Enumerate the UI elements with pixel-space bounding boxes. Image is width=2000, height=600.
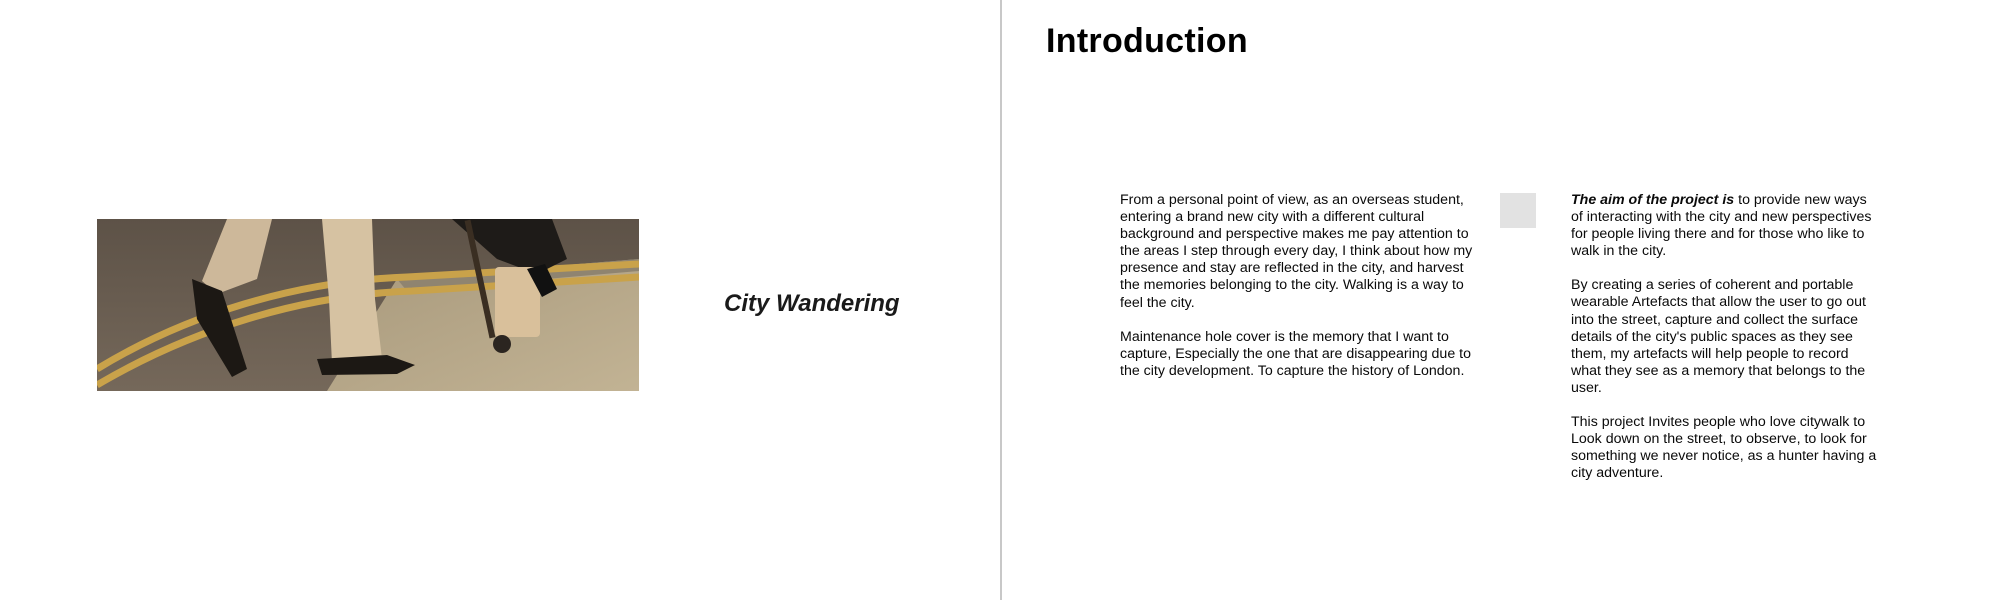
intro-paragraph: By creating a series of coherent and portable wearable Artefacts that allow the user to go out into the street, capture and collect the surface details of the city's public spaces as they see them, my artefacts will help people to record what they see as a memory that belongs to the user. [1571, 277, 1866, 396]
decorative-marker [1500, 193, 1536, 228]
aim-text: to provide new ways of interacting with the city and new perspectives for people living there and for those who like to walk in the city. [1571, 192, 1872, 260]
page-divider [1000, 0, 1002, 600]
intro-paragraph: This project Invites people who love citywalk to Look down on the street, to observe, to look for something we never notice, as a hunter having a city adventure. [1571, 414, 1877, 482]
street-photo-illustration [97, 219, 639, 391]
intro-paragraph: Maintenance hole cover is the memory that I want to capture, Especially the one that are disappearing due to the city development. To capture the history of London. [1120, 328, 1471, 379]
trolley-wheel [493, 335, 511, 353]
intro-column-right [1571, 192, 1881, 499]
intro-paragraph: From a personal point of view, as an overseas student, entering a brand new city with a different cultural background and perspective makes me pay attention to the areas I step through every day, I think about how my presence and stay are reflected in the city, and harvest the memories belonging to the city. Walking is a way to feel the city. [1120, 192, 1473, 311]
page-title: Introduction [1046, 22, 1248, 60]
aim-lead: The aim of the project is [1571, 192, 1735, 208]
intro-column-left [1120, 192, 1480, 397]
cover-title: City Wandering [724, 290, 900, 317]
aim-paragraph [1571, 192, 1881, 260]
street-photo [97, 219, 639, 391]
